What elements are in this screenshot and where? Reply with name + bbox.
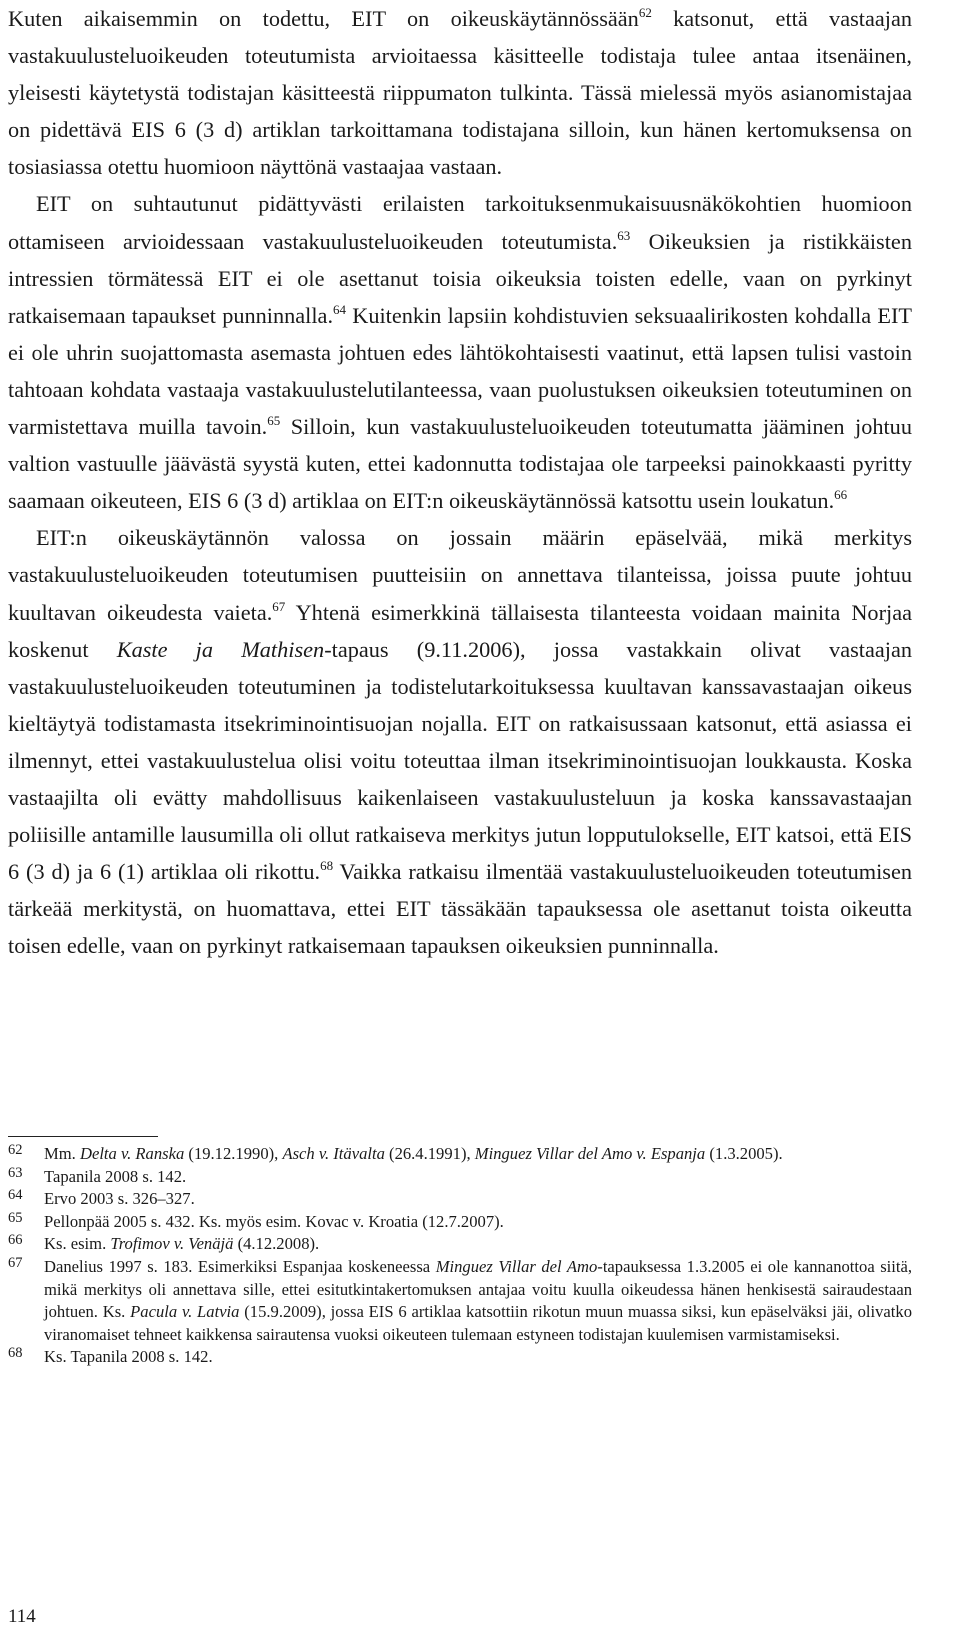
footnote-number: 67	[8, 1254, 23, 1271]
italic-text: Trofimov v. Venäjä	[110, 1234, 234, 1254]
italic-text: Minguez Villar del Amo	[435, 1256, 598, 1276]
footnotes	[8, 1143, 912, 1369]
footnote-text: Pellonpää 2005 s. 432. Ks. myös esim. Kovac v. Kroatia (12.7.2007).	[44, 1211, 504, 1231]
footnote-text: Ks. Tapanila 2008 s. 142.	[44, 1347, 213, 1367]
footnote	[8, 1233, 912, 1256]
body-text	[8, 0, 912, 964]
footnote-text: Mm. Delta v. Ranska (19.12.1990), Asch v. Itävalta (26.4.1991), Minguez Villar del Amo v. Espanja (1.3.2005).	[44, 1144, 783, 1163]
footnote-text: Ks. esim. Trofimov v. Venäjä (4.12.2008).	[44, 1234, 320, 1254]
footnote-number: 64	[8, 1187, 23, 1204]
footnote-separator	[8, 1136, 158, 1137]
footnote-reference: 66	[834, 487, 848, 503]
footnote-number: 63	[8, 1164, 23, 1181]
footnote	[8, 1346, 912, 1369]
footnote-reference: 62	[638, 5, 652, 20]
footnote	[8, 1256, 912, 1346]
italic-text: Pacula v. Latvia	[130, 1302, 240, 1322]
footnote-text: Danelius 1997 s. 183. Esimerkiksi Espanjaa koskeneessa Minguez Villar del Amo-tapauksessa 1.3.2005 ei ole kannanottoa siitä, mikä merkitys oli annettava sille, ettei esitutkintakertomuksen antajaa voitu kuulla oikeudessa hänen henkisestä sairaudestaan johtuen. Ks. Pacula v. Latvia (15.9.2009), jossa EIS 6 artiklaa katsottiin rikotun muun muassa siksi, kun epäselväksi jäi, olivatko viranomaiset tehneet kaikkensa sairautensa vuoksi oikeuteen tulemaan estyneen todistajan kuulemisen varmistamiseksi.	[44, 1256, 913, 1344]
footnote-number: 65	[8, 1209, 23, 1226]
page-number: 114	[8, 1606, 36, 1627]
paragraph: EIT:n oikeuskäytännön valossa on jossain määrin epäselvää, mikä merkitys vastakuulusteluoikeuden toteutumisen puutteisiin on annettava tilanteissa, joissa puute johtuu kuultavan oikeudesta vaieta.$^{67}$ Yhtenä esimerkkinä tällaisesta tilanteesta voidaan mainita Norjaa koskenut Kaste ja Mathisen-tapaus (9.11.2006), jossa vastakkain olivat vastaajan vastakuulusteluoikeuden toteutuminen ja todistelutarkoituksessa kuultavan kanssavastaajan oikeus kieltäytyä todistamasta itsekriminointisuojan nojalla. EIT on ratkaisussaan katsonut, että asiassa ei ilmennyt, ettei vastakuulustelua olisi voitu toteuttaa ilman itsekriminointisuojan loukkausta. Koska vastaajilta oli evätty mahdollisuus kaikenlaiseen vastakuulusteluun ja koska kanssavastaajan poliisille antamille lausumilla oli ollut ratkaiseva merkitys jutun lopputulokselle, EIT katsoi, että EIS 6 (3 d) ja 6 (1) artiklaa oli rikottu.$^{68}$ Vaikka ratkaisu ilmentää vastakuulusteluoikeuden toteutumisen tärkeää merkitystä, on huomattava, ettei EIT tässäkään tapauksessa ole asettanut toista oikeutta toisen edelle, vaan on pyrkinyt ratkaisemaan tapauksen oikeuksien punninnalla.	[8, 525, 912, 959]
italic-text: Asch v. Itävalta	[282, 1144, 385, 1163]
footnote-text: Tapanila 2008 s. 142.	[44, 1166, 187, 1186]
footnote-text: Ervo 2003 s. 326–327.	[44, 1189, 195, 1209]
footnote	[8, 1143, 912, 1166]
footnote-reference: 65	[267, 413, 281, 429]
italic-text: Minguez Villar del Amo v. Espanja	[474, 1144, 706, 1163]
paragraph: Kuten aikaisemmin on todettu, EIT on oikeuskäytännössään$^{62}$ katsonut, että vastaajan vastakuulusteluoikeuden toteutumista arvioitaessa käsitteelle todistaja tulee antaa itsenäinen, yleisesti käytetystä todistajan käsitteestä riippumaton tulkinta. Tässä mielessä myös asianomistajaa on pidettävä EIS 6 (3 d) artiklan tarkoittamana todistajana silloin, kun hänen kertomuksensa on tosiasiassa otettu huomioon näyttönä vastaajaa vastaan.	[8, 5, 912, 180]
footnote	[8, 1166, 912, 1189]
footnote-number: 68	[8, 1345, 23, 1362]
italic-text: Delta v. Ranska	[79, 1144, 185, 1163]
footnote-reference: 63	[617, 227, 631, 243]
footnote-reference: 67	[272, 598, 286, 614]
footnote-number: 62	[8, 1142, 23, 1158]
footnote-reference: 64	[333, 301, 347, 317]
footnote	[8, 1211, 912, 1234]
italic-text: Kaste ja Mathisen	[116, 636, 325, 662]
footnote-reference: 68	[320, 858, 334, 874]
footnote-number: 66	[8, 1232, 23, 1249]
footnote	[8, 1188, 912, 1211]
paragraph: EIT on suhtautunut pidättyvästi erilaisten tarkoituksenmukaisuusnäkökohtien huomioon ottamiseen arvioidessaan vastakuulusteluoikeuden toteutumista.$^{63}$ Oikeuksien ja ristikkäisten intressien törmätessä EIT ei ole asettanut toisia oikeuksia toisten edelle, vaan on pyrkinyt ratkaisemaan tapaukset punninnalla.$^{64}$ Kuitenkin lapsiin kohdistuvien seksuaalirikosten kohdalla EIT ei ole uhrin suojattomasta asemasta johtuen edes lähtökohtaisesti vaatinut, että lapsen tulisi vastoin tahtoaan kohdata vastaaja vastakuulustelutilanteessa, vaan puolustuksen oikeuksien toteutuminen on varmistettava muilla tavoin.$^{65}$ Silloin, kun vastakuulusteluoikeuden toteutumatta jääminen johtuu valtion vastuulle jäävästä syystä kuten, ettei kadonnutta todistajaa ole tarpeeksi painokkaasti pyritty saamaan oikeuteen, EIS 6 (3 d) artiklaa on EIT:n oikeuskäytännössä katsottu usein loukatun.$^{66}$	[8, 191, 913, 514]
